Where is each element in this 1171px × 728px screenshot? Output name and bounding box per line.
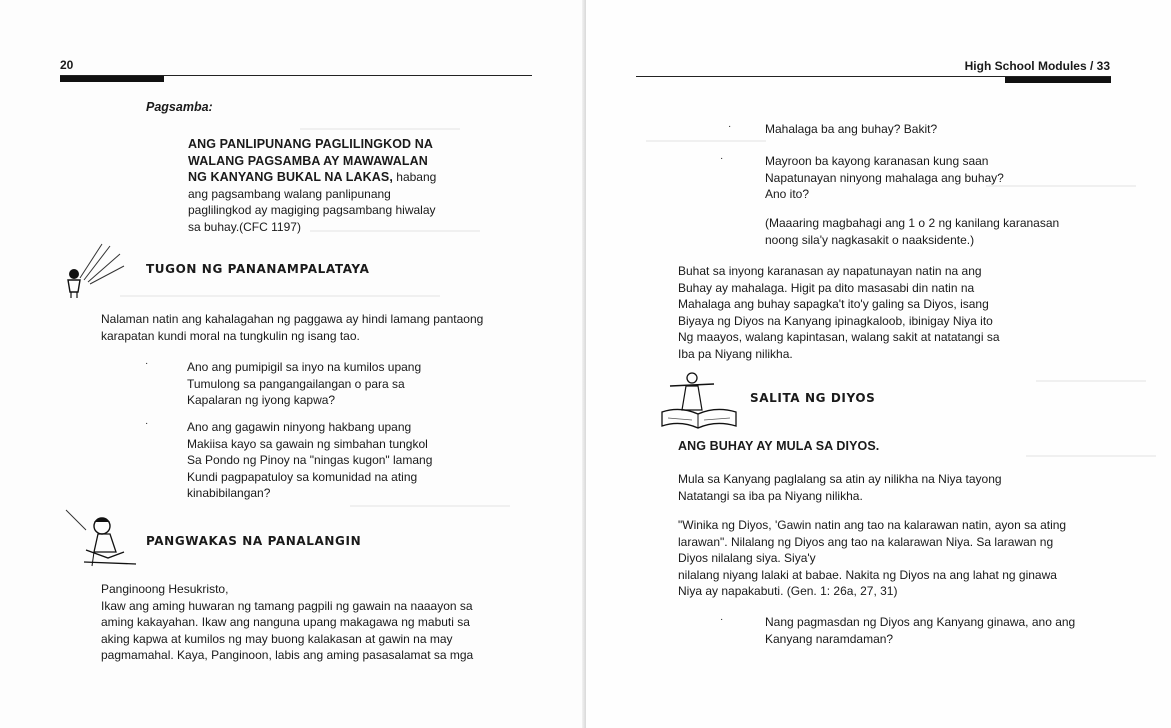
question-line: kinabibilangan?	[187, 486, 271, 500]
question-line: Nang pagmasdan ng Diyos ang Kanyang ginawa, ano ang	[765, 615, 1076, 629]
paragraph-2	[678, 471, 1118, 504]
question-line: Ano ang pumipigil sa inyo na kumilos upang	[187, 360, 422, 374]
praying-figure-icon	[62, 240, 142, 302]
bullet-icon: ·	[145, 418, 149, 429]
question-line: Kundi pagpapatuloy sa komunidad na ating	[187, 469, 418, 484]
prayer-line: aking kapwa at kumilos ng may buong kalakasan at gawin na may	[101, 631, 453, 646]
bleed-through-mark	[1036, 380, 1146, 382]
bleed-through-mark	[1026, 455, 1156, 457]
bullet-icon: ·	[720, 153, 724, 164]
paragraph-line: Buhay ay mahalaga. Higit pa dito masasabi din natin na	[678, 280, 975, 295]
left-page	[0, 0, 585, 728]
intro-line: karapatan kundi moral na tungkulin ng isang tao.	[101, 328, 360, 343]
paragraph-line: nilalang niyang lalaki at babae. Nakita ng Diyos na ang lahat ng ginawa	[678, 567, 1057, 582]
quote-bold-line: NG KANYANG BUKAL NA LAKAS,	[188, 170, 393, 184]
quote-line: ang pagsambang walang panlipunang	[188, 186, 391, 201]
section-heading-pangwakas: PANGWAKAS NA PANALANGIN	[146, 534, 362, 548]
section-heading-tugon: TUGON NG PANANAMPALATAYA	[146, 262, 370, 276]
header-bar	[60, 76, 164, 82]
bullet-icon: ·	[145, 358, 149, 369]
subheading: ANG BUHAY AY MULA SA DIYOS.	[678, 439, 880, 453]
note-block	[765, 215, 1125, 248]
paragraph-line: "Winika ng Diyos, 'Gawin natin ang tao na kalarawan natin, ayon sa ating	[678, 518, 1067, 532]
prayer-line: pagmamahal. Kaya, Panginoon, labis ang aming pasasalamat sa mga	[101, 648, 474, 662]
question-line: Kapalaran ng iyong kapwa?	[187, 393, 336, 407]
prayer-line: aming kakayahan. Ikaw ang nanguna upang makagawa ng mabuti sa	[101, 615, 470, 629]
running-head: High School Modules / 33	[964, 59, 1110, 73]
bleed-through-mark	[646, 140, 766, 142]
pagsamba-label: Pagsamba:	[146, 100, 213, 114]
quote-line: sa buhay.(CFC 1197)	[188, 219, 301, 234]
question-line: Ano ang gagawin ninyong hakbang upang	[187, 420, 412, 434]
bullet-icon: ·	[728, 121, 732, 132]
paragraph-line: Niya ay napakabuti. (Gen. 1: 26a, 27, 31)	[678, 584, 898, 598]
bleed-through-mark	[300, 128, 460, 130]
prayer-line: Panginoong Hesukristo,	[101, 582, 229, 596]
paragraph-line: Mahalaga ang buhay sapagka't ito'y galing sa Diyos, isang	[678, 297, 989, 311]
section1-intro	[101, 311, 541, 344]
question-line: Mahalaga ba ang buhay? Bakit?	[765, 122, 938, 136]
note-line: noong sila'y nagkasakit o naaksidente.)	[765, 232, 975, 247]
header-bar	[1005, 77, 1111, 83]
bible-figure-icon	[658, 368, 740, 430]
question-line: Makiisa kayo sa gawain ng simbahan tungkol	[187, 436, 428, 451]
page-number: 20	[60, 58, 74, 72]
quote-line: paglilingkod ay magiging pagsambang hiwalay	[188, 203, 436, 217]
paragraph-1	[678, 263, 1098, 362]
question-line: Mayroon ba kayong karanasan kung saan	[765, 154, 989, 168]
quote-block	[188, 136, 488, 235]
prayer-line: Ikaw ang aming huwaran ng tamang pagpili ng gawain na naaayon sa	[101, 598, 473, 613]
paragraph-line: Ng maayos, walang kapintasan, walang sakit at natatangi sa	[678, 330, 1000, 344]
quote-bold-line: ANG PANLIPUNANG PAGLILINGKOD NA	[188, 137, 433, 151]
question-line: Sa Pondo ng Pinoy na "ningas kugon" lamang	[187, 453, 433, 467]
paragraph-line: Buhat sa inyong karanasan ay napatunayan natin na ang	[678, 264, 982, 278]
paragraph-line: larawan". Nilalang ng Diyos ang tao na kalarawan Niya. Sa larawan ng	[678, 534, 1054, 549]
intro-line: Nalaman natin ang kahalagahan ng paggawa ay hindi lamang pantaong	[101, 312, 484, 326]
note-line: (Maaaring magbahagi ang 1 o 2 ng kanilang karanasan	[765, 216, 1060, 230]
paragraph-line: Biyaya ng Diyos na Kanyang ipinagkaloob, ibinigay Niya ito	[678, 313, 993, 328]
paragraph-3	[678, 517, 1148, 600]
paragraph-line: Mula sa Kanyang paglalang sa atin ay nilikha na Niya tayong	[678, 472, 1002, 486]
question-item	[187, 359, 487, 409]
question-item	[187, 419, 507, 502]
section-heading-salita: SALITA NG DIYOS	[750, 391, 876, 405]
quote-tail: habang	[392, 170, 437, 184]
paragraph-line: Iba pa Niyang nilikha.	[678, 346, 793, 361]
question-item	[765, 614, 1125, 647]
prayer-block	[101, 581, 541, 664]
paragraph-line: Natatangi sa iba pa Niyang nilikha.	[678, 488, 863, 503]
question-line: Kanyang naramdaman?	[765, 631, 894, 646]
bleed-through-mark	[120, 295, 440, 297]
question-line: Napatunayan ninyong mahalaga ang buhay?	[765, 170, 1004, 185]
question-line: Ano ito?	[765, 187, 810, 201]
paragraph-line: Diyos nilalang siya. Siya'y	[678, 551, 816, 565]
bleed-through-mark	[350, 505, 510, 507]
bullet-icon: ·	[720, 614, 724, 625]
quote-mixed-line	[188, 169, 488, 186]
right-page	[586, 0, 1171, 728]
question-item	[765, 153, 1085, 203]
reading-person-icon	[64, 506, 148, 570]
question-line: Tumulong sa pangangailangan o para sa	[187, 376, 405, 391]
quote-bold-line: WALANG PAGSAMBA AY MAWAWALAN	[188, 153, 428, 168]
